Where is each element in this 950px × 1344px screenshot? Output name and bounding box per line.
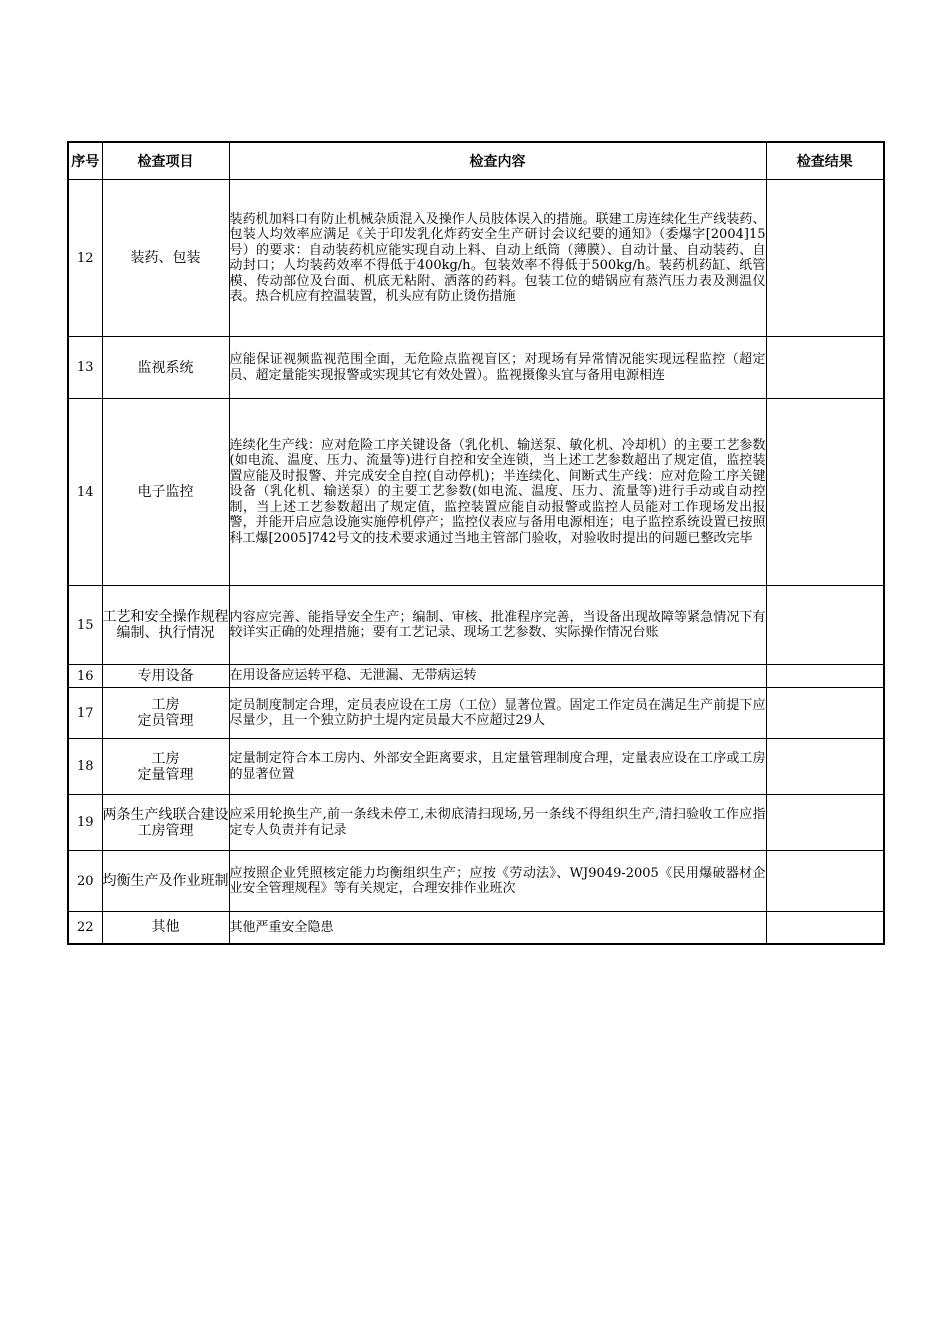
row-result[interactable] xyxy=(766,337,884,399)
header-content: 检查内容 xyxy=(229,142,766,180)
row-item: 工房 定量管理 xyxy=(102,739,229,795)
row-content: 在用设备应运转平稳、无泄漏、无带病运转 xyxy=(229,665,766,688)
row-item: 工房 定员管理 xyxy=(102,688,229,739)
table-row xyxy=(68,399,884,586)
row-result[interactable] xyxy=(766,665,884,688)
row-content: 定员制度制定合理，定员表应设在工房（工位）显著位置。固定工作定员在满足生产前提下应尽量少，且一个独立防护土堤内定员最大不应超过29人 xyxy=(229,688,766,739)
row-result[interactable] xyxy=(766,851,884,912)
row-content: 应采用轮换生产,前一条线未停工,未彻底清扫现场,另一条线不得组织生产,清扫验收工作应指定专人负责并有记录 xyxy=(229,795,766,851)
table-row xyxy=(68,180,884,337)
row-result[interactable] xyxy=(766,739,884,795)
table-row xyxy=(68,586,884,665)
header-row xyxy=(68,142,884,180)
row-content: 定量制定符合本工房内、外部安全距离要求，且定量管理制度合理，定量表应设在工序或工房的显著位置 xyxy=(229,739,766,795)
row-content: 应按照企业凭照核定能力均衡组织生产；应按《劳动法》、WJ9049-2005《民用爆破器材企业安全管理规程》等有关规定，合理安排作业班次 xyxy=(229,851,766,912)
row-result[interactable] xyxy=(766,912,884,944)
row-item: 电子监控 xyxy=(102,399,229,586)
table-row xyxy=(68,912,884,944)
row-index: 12 xyxy=(68,180,102,337)
row-index: 19 xyxy=(68,795,102,851)
header-item: 检查项目 xyxy=(102,142,229,180)
row-result[interactable] xyxy=(766,399,884,586)
row-index: 14 xyxy=(68,399,102,586)
row-content: 应能保证视频监视范围全面，无危险点监视盲区；对现场有异常情况能实现远程监控（超定员、超定量能实现报警或实现其它有效处置）。监视摄像头宜与备用电源相连 xyxy=(229,337,766,399)
table-row xyxy=(68,337,884,399)
row-item: 监视系统 xyxy=(102,337,229,399)
row-item: 两条生产线联合建设工房管理 xyxy=(102,795,229,851)
header-index: 序号 xyxy=(68,142,102,180)
table-row xyxy=(68,795,884,851)
row-index: 20 xyxy=(68,851,102,912)
inspection-table xyxy=(67,141,885,945)
row-index: 15 xyxy=(68,586,102,665)
row-result[interactable] xyxy=(766,795,884,851)
row-result[interactable] xyxy=(766,586,884,665)
row-content: 装药机加料口有防止机械杂质混入及操作人员肢体误入的措施。联建工房连续化生产线装药、包装人均效率应满足《关于印发乳化炸药安全生产研讨会议纪要的通知》（委爆字[2004]15号）的要求：自动装药机应能实现自动上料、自动上纸筒（薄膜）、自动计量、自动装药、自动封口；人均装药效率不得低于400kg/h。包装效率不得低于500kg/h。装药机药缸、纸管模、传动部位及台面、机底无粘附、洒落的药料。包装工位的蜡锅应有蒸汽压力表及测温仪表。热合机应有控温装置，机头应有防止烫伤措施 xyxy=(229,180,766,337)
row-result[interactable] xyxy=(766,688,884,739)
table-row xyxy=(68,739,884,795)
row-item: 工艺和安全操作规程编制、执行情况 xyxy=(102,586,229,665)
row-index: 18 xyxy=(68,739,102,795)
row-index: 22 xyxy=(68,912,102,944)
table-row xyxy=(68,665,884,688)
row-content: 内容应完善、能指导安全生产；编制、审核、批准程序完善，当设备出现故障等紧急情况下有较详实正确的处理措施；要有工艺记录、现场工艺参数、实际操作情况台账 xyxy=(229,586,766,665)
table-row xyxy=(68,851,884,912)
row-index: 13 xyxy=(68,337,102,399)
row-item: 装药、包装 xyxy=(102,180,229,337)
row-item: 其他 xyxy=(102,912,229,944)
row-content: 连续化生产线：应对危险工序关键设备（乳化机、输送泵、敏化机、冷却机）的主要工艺参数(如电流、温度、压力、流量等)进行自控和安全连锁，当上述工艺参数超出了规定值，监控装置应能及时报警、并完成安全自控(自动停机)；半连续化、间断式生产线：应对危险工序关键设备（乳化机、输送泵）的主要工艺参数(如电流、温度、压力、流量等)进行手动或自动控制，当上述工艺参数超出了规定值，监控装置应能自动报警或监控人员能对工作现场发出报警，并能开启应急设施实施停机停产；监控仪表应与备用电源相连；电子监控系统设置已按照科工爆[2005]742号文的技术要求通过当地主管部门验收，对验收时提出的问题已整改完毕 xyxy=(229,399,766,586)
row-result[interactable] xyxy=(766,180,884,337)
row-item: 专用设备 xyxy=(102,665,229,688)
row-content: 其他严重安全隐患 xyxy=(229,912,766,944)
row-index: 16 xyxy=(68,665,102,688)
row-index: 17 xyxy=(68,688,102,739)
header-result: 检查结果 xyxy=(766,142,884,180)
table-row xyxy=(68,688,884,739)
row-item: 均衡生产及作业班制 xyxy=(102,851,229,912)
